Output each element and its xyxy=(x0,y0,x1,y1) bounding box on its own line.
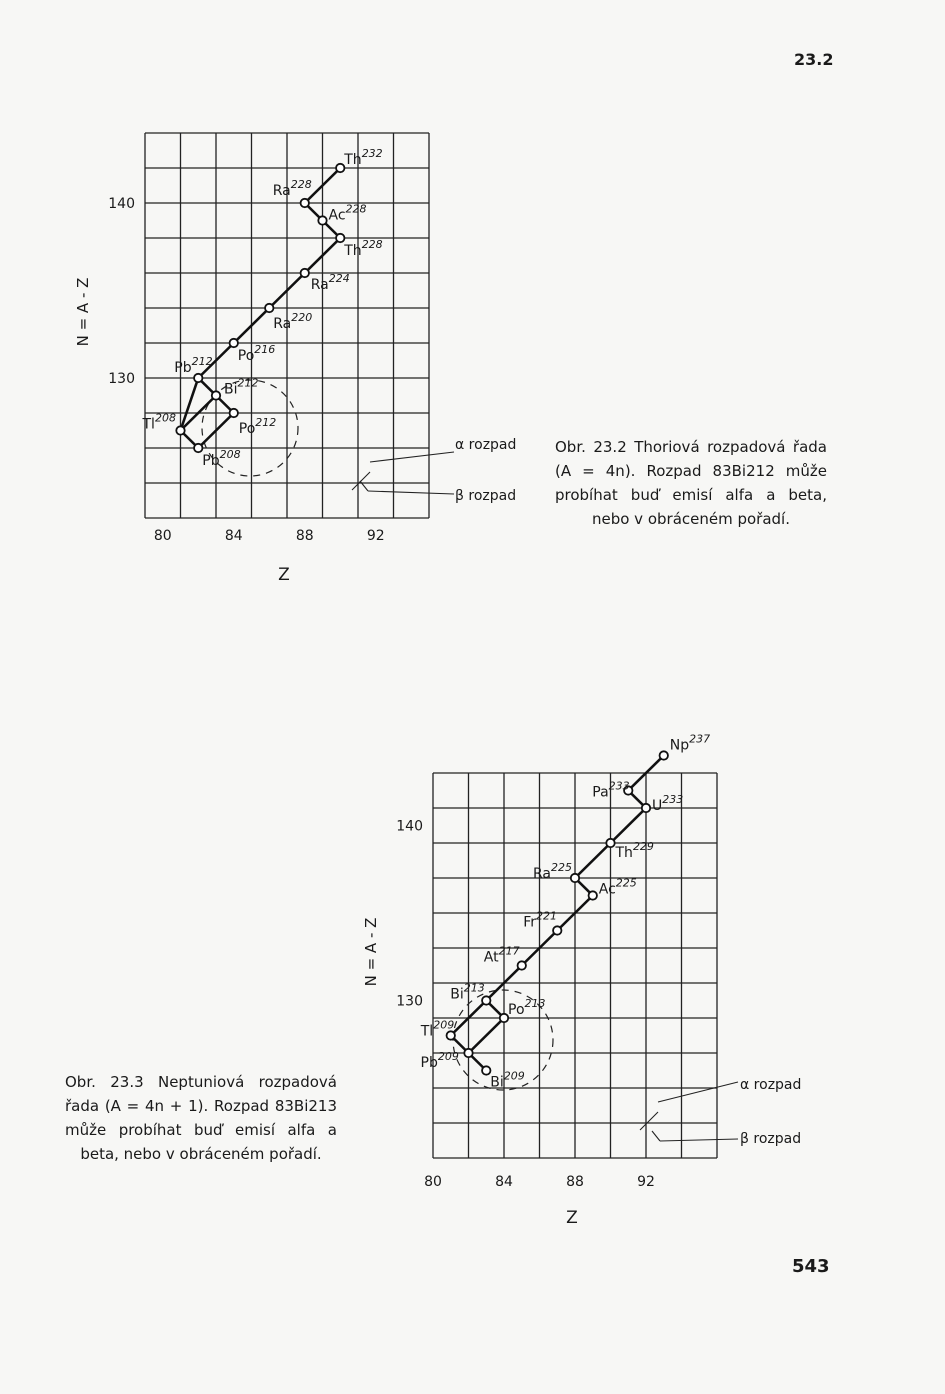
beta-legend-pointer xyxy=(368,491,454,494)
section-number: 23.2 xyxy=(794,50,834,69)
nuclide-node xyxy=(301,199,309,207)
nuclide-node xyxy=(553,926,561,934)
nuclide-label: Po$^{212}$ xyxy=(238,416,277,437)
nuclide-label: Th$^{229}$ xyxy=(615,840,654,861)
x-tick-label: 88 xyxy=(295,528,314,544)
nuclide-label: Tl$^{208}$ xyxy=(142,411,176,433)
nuclide-node xyxy=(265,304,273,312)
nuclide-label: Ac$^{225}$ xyxy=(598,876,637,898)
nuclide-node xyxy=(464,1049,472,1057)
y-tick-label: 140 xyxy=(396,818,423,835)
nuclide-label: Po$^{216}$ xyxy=(237,343,276,364)
nuclide-node xyxy=(660,751,668,759)
nuclide-node xyxy=(336,234,344,242)
nuclide-node xyxy=(571,874,579,882)
alpha-legend-label: α rozpad xyxy=(455,437,517,453)
nuclide-label: Th$^{228}$ xyxy=(344,238,383,259)
y-axis-label: N = A - Z xyxy=(74,277,92,347)
nuclide-node xyxy=(301,269,309,277)
nuclide-label: Np$^{237}$ xyxy=(669,732,711,754)
x-tick-label: 80 xyxy=(153,528,172,544)
nuclide-label: Pb$^{209}$ xyxy=(420,1050,459,1071)
beta-legend-label: β rozpad xyxy=(455,488,517,504)
y-tick-label: 140 xyxy=(108,196,135,212)
nuclide-node xyxy=(589,891,597,899)
nuclide-label: Ra$^{220}$ xyxy=(273,311,313,332)
nuclide-label: Bi$^{213}$ xyxy=(450,981,485,1003)
x-tick-label: 92 xyxy=(366,528,385,544)
nuclide-label: Ra$^{224}$ xyxy=(310,272,350,293)
nuclide-node xyxy=(194,374,202,382)
figure-23-3-caption: Obr. 23.3 Neptuniová rozpadová řada (A = 4n + 1). Rozpad 83Bi213 může probíhat buď emisí alfa a beta, nebo v obráceném pořadí. xyxy=(65,1073,337,1163)
x-tick-label: 88 xyxy=(566,1174,584,1190)
nuclide-label: Po$^{213}$ xyxy=(508,997,546,1018)
x-tick-label: 80 xyxy=(424,1174,442,1190)
beta-legend-pointer xyxy=(660,1139,738,1141)
fig2-grid xyxy=(433,773,717,1158)
nuclide-label: Pb$^{212}$ xyxy=(174,355,213,376)
nuclide-label: Pa$^{233}$ xyxy=(592,779,630,801)
alpha-legend-sample xyxy=(352,472,370,490)
nuclide-node xyxy=(500,1014,508,1022)
beta-legend-sample xyxy=(652,1131,660,1141)
decay-path-segment xyxy=(611,808,647,843)
nuclide-node xyxy=(336,164,344,172)
x-axis-label: Z xyxy=(278,565,290,585)
y-axis-label: N = A - Z xyxy=(362,917,380,987)
nuclide-node xyxy=(482,1066,490,1074)
nuclide-node xyxy=(194,444,202,452)
beta-legend-label: β rozpad xyxy=(740,1131,802,1147)
nuclide-label: Tl$^{209}$ xyxy=(420,1018,455,1040)
nuclide-node xyxy=(212,391,220,399)
nuclide-label: Bi$^{209}$ xyxy=(490,1069,525,1091)
x-tick-label: 84 xyxy=(224,528,243,544)
x-axis-label: Z xyxy=(566,1208,578,1228)
nuclide-node xyxy=(606,839,614,847)
nuclide-label: Ra$^{228}$ xyxy=(272,178,312,199)
nuclide-node xyxy=(518,961,526,969)
figure-23-3-neptunium-series xyxy=(362,733,801,1229)
nuclide-node xyxy=(447,1031,455,1039)
nuclide-label: Ac$^{228}$ xyxy=(328,202,367,224)
nuclide-label: Pb$^{208}$ xyxy=(202,448,241,469)
nuclide-node xyxy=(230,409,238,417)
nuclide-node xyxy=(318,216,326,224)
decay-path-segment xyxy=(575,843,611,878)
nuclide-node xyxy=(482,996,490,1004)
nuclide-node xyxy=(642,804,650,812)
nuclide-label: Bi$^{212}$ xyxy=(224,376,259,398)
nuclide-label: Fr$^{221}$ xyxy=(523,909,558,931)
alpha-legend-label: α rozpad xyxy=(740,1077,802,1093)
alpha-legend-pointer xyxy=(370,452,454,462)
x-tick-label: 92 xyxy=(637,1174,655,1190)
y-tick-label: 130 xyxy=(396,993,423,1010)
alpha-legend-sample xyxy=(640,1112,658,1130)
figure-23-2-thorium-series xyxy=(74,133,516,585)
page-number: 543 xyxy=(792,1256,830,1277)
nuclide-label: At$^{217}$ xyxy=(483,944,520,966)
nuclide-label: Ra$^{225}$ xyxy=(533,861,572,882)
alpha-legend-pointer xyxy=(658,1082,738,1102)
nuclide-label: $U^{233}$ xyxy=(652,793,684,814)
nuclide-node xyxy=(176,426,184,434)
nuclide-node xyxy=(230,339,238,347)
nuclide-label: Th$^{232}$ xyxy=(344,147,383,168)
decay-path-segment xyxy=(469,1018,505,1053)
y-tick-label: 130 xyxy=(108,371,135,387)
x-tick-label: 84 xyxy=(495,1174,513,1190)
figure-23-2-caption: Obr. 23.2 Thoriová rozpadová řada (A = 4n). Rozpad 83Bi212 může probíhat buď emisí alfa a beta, nebo v obráceném pořadí. xyxy=(555,438,827,528)
